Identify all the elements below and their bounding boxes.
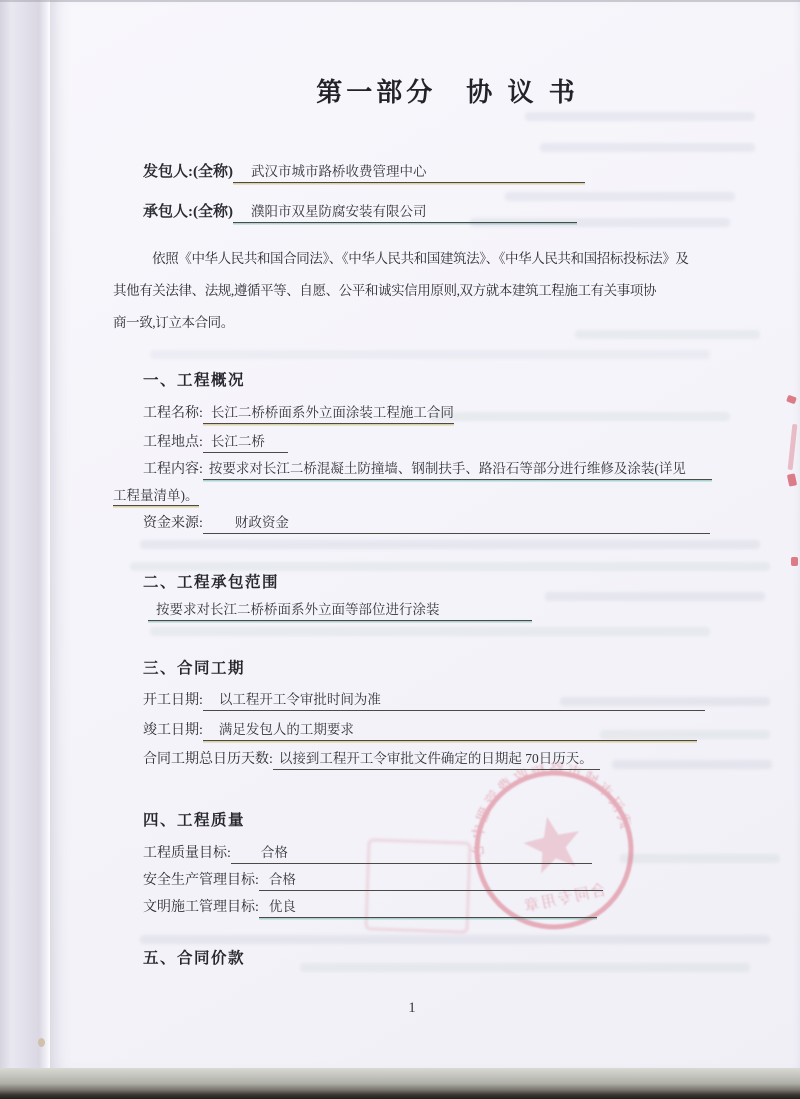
safety-target-label: 安全生产管理目标: — [143, 873, 259, 888]
safety-target-row — [143, 868, 603, 891]
funding-value: 财政资金 — [203, 511, 710, 534]
paper-speck — [38, 1038, 45, 1047]
bleedthrough-smudge — [525, 112, 755, 121]
scope-value: 按要求对长江二桥桥面系外立面等部位进行涂装 — [148, 598, 532, 621]
civility-target-row — [143, 895, 597, 918]
party-a-row — [143, 160, 585, 183]
finish-date-row — [143, 718, 697, 741]
seal-ring-text: 武汉市城市路桥收费管理中心 — [470, 761, 634, 861]
preamble-line-1: 依照《中华人民共和国合同法》、《中华人民共和国建筑法》、《中华人民共和国招标投标法》及 — [152, 251, 689, 266]
civility-target-label: 文明施工管理目标: — [143, 900, 259, 915]
quality-target-value: 合格 — [231, 841, 592, 864]
quality-target-row — [143, 841, 592, 864]
bleedthrough-smudge — [430, 412, 730, 421]
project-name-row — [143, 401, 454, 424]
scope-row — [148, 598, 532, 621]
project-content-value-line1: 按要求对长江二桥混凝土防撞墙、钢制扶手、路沿石等部分进行维修及涂装(详见 — [203, 457, 712, 480]
project-content-value-line2: 工程量清单)。 — [113, 488, 199, 506]
section-4-heading: 四、工程质量 — [143, 812, 246, 829]
party-b-label: 承包人:(全称) — [143, 204, 233, 220]
bleedthrough-smudge — [540, 143, 755, 152]
start-date-row — [143, 688, 705, 711]
start-date-value: 以工程开工令审批时间为准 — [203, 688, 705, 711]
project-content-line2 — [113, 484, 199, 505]
quality-target-label: 工程质量目标: — [143, 846, 231, 861]
party-a-value: 武汉市城市路桥收费管理中心 — [233, 160, 585, 183]
duration-value: 以接到工程开工令审批文件确定的日期起 70日历天。 — [273, 747, 600, 770]
project-location-value: 长江二桥 — [203, 430, 288, 453]
project-name-label: 工程名称: — [143, 406, 203, 421]
section-3-heading: 三、合同工期 — [143, 660, 246, 677]
red-edge-mark — [791, 557, 798, 566]
funding-row — [143, 511, 710, 534]
party-b-row — [143, 200, 577, 223]
section-1-heading: 一、工程概况 — [143, 372, 246, 389]
project-content-row — [143, 457, 712, 480]
scan-top-edge — [0, 0, 800, 2]
preamble-line-2: 其他有关法律、法规,遵循平等、自愿、公平和诚实信用原则,双方就本建筑工程施工有关事项协 — [113, 283, 657, 298]
duration-row — [143, 747, 600, 770]
scanner-bed-edge — [0, 1068, 800, 1099]
preamble — [113, 243, 723, 339]
project-content-label: 工程内容: — [143, 462, 203, 477]
page-number: 1 — [408, 1000, 416, 1016]
bleedthrough-smudge — [140, 540, 760, 549]
finish-date-value: 满足发包人的工期要求 — [203, 718, 697, 741]
bleedthrough-smudge — [300, 963, 750, 972]
book-spine-edge — [0, 0, 50, 1070]
page-title: 第一部分 协 议 书 — [316, 77, 579, 107]
project-location-label: 工程地点: — [143, 435, 203, 450]
bleedthrough-smudge — [150, 627, 710, 636]
duration-label: 合同工期总日历天数: — [143, 752, 273, 767]
bleedthrough-smudge — [150, 350, 710, 359]
preamble-line-3: 商一致,订立本合同。 — [113, 315, 234, 330]
civility-target-value: 优良 — [259, 895, 597, 918]
finish-date-label: 竣工日期: — [143, 723, 203, 738]
bleedthrough-smudge — [612, 760, 772, 769]
project-location-row — [143, 430, 288, 453]
safety-target-value: 合格 — [259, 868, 603, 891]
party-b-value: 濮阳市双星防腐安装有限公司 — [233, 200, 577, 223]
seal-center-text: 合同专用章 — [521, 882, 608, 916]
project-name-value: 长江二桥桥面系外立面涂装工程施工合同 — [203, 401, 454, 424]
section-5-heading: 五、合同价款 — [143, 950, 246, 967]
funding-label: 资金来源: — [143, 516, 203, 531]
start-date-label: 开工日期: — [143, 693, 203, 708]
party-a-label: 发包人:(全称) — [143, 164, 233, 180]
bleedthrough-smudge — [545, 592, 765, 601]
bleedthrough-smudge — [140, 935, 770, 944]
section-2-heading: 二、工程承包范围 — [143, 574, 280, 591]
